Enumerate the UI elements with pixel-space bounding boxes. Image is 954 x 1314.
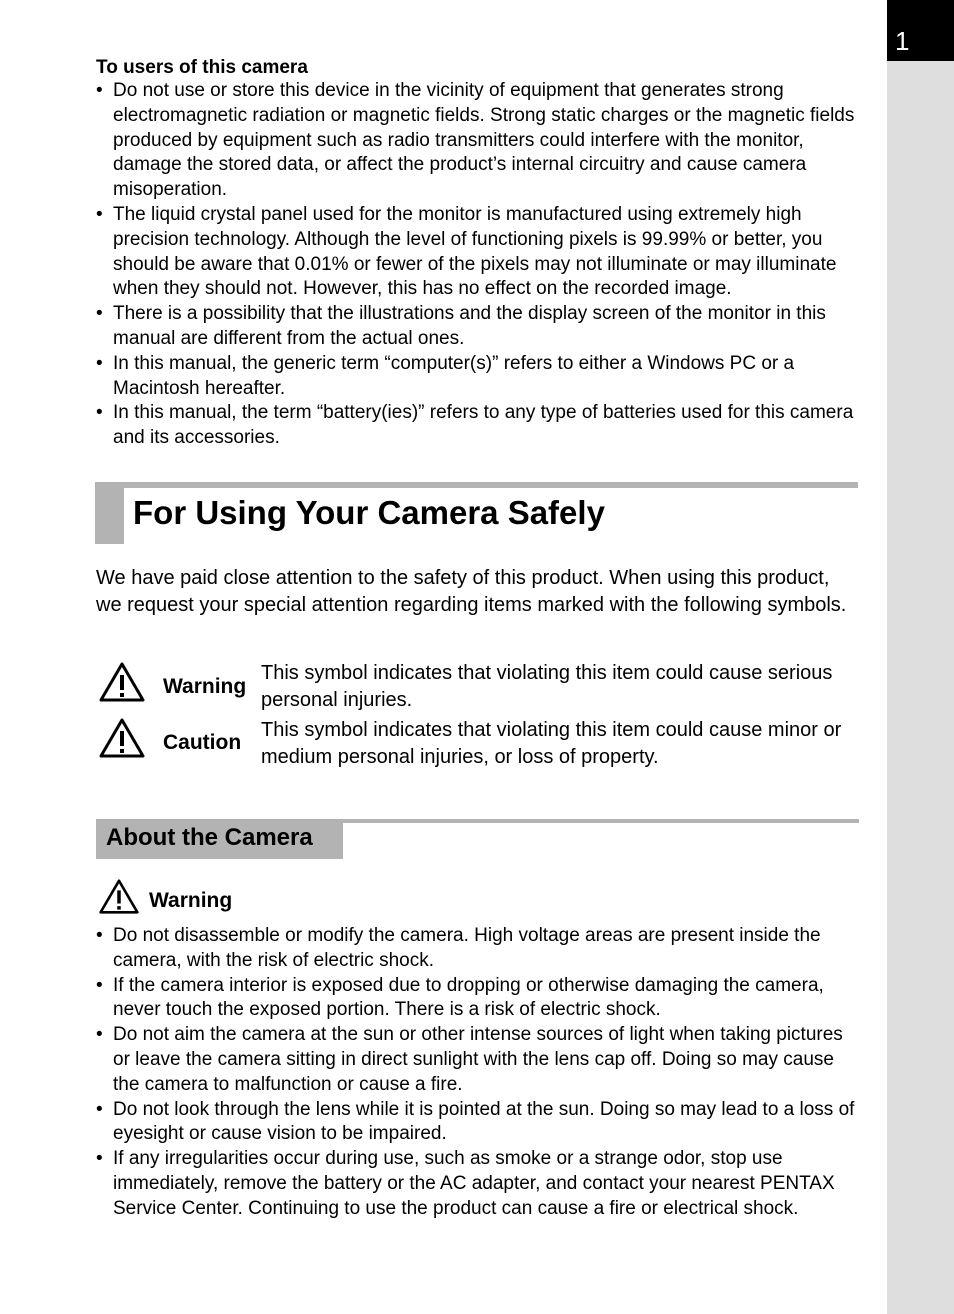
intro-title: To users of this camera (96, 57, 308, 78)
warning-symbol-label: Warning (163, 675, 247, 698)
list-item: • If any irregularities occur during use, such as smoke or a strange odor, stop use immediately, remove the battery or the AC adapter, and contact your nearest PENTAX Service Center. Continuing to use the product can cause a fire or electrical shock. (96, 1147, 858, 1221)
section-heading-marker (95, 482, 124, 544)
about-camera-warning-label: Warning (149, 889, 233, 912)
list-item: • If the camera interior is exposed due to dropping or otherwise damaging the camera, never touch the exposed portion. There is a risk of electric shock. (96, 974, 858, 1024)
list-item: • In this manual, the generic term “computer(s)” refers to either a Windows PC or a Macintosh hereafter. (96, 352, 858, 402)
list-item: • Do not aim the camera at the sun or other intense sources of light when taking pictures or leave the camera sitting in direct sunlight with the lens cap off. Doing so may cause the camera to malfunction or cause a fire. (96, 1023, 858, 1097)
about-camera-warning-list (96, 924, 858, 1222)
list-item: • The liquid crystal panel used for the monitor is manufactured using extremely high precision technology. Although the level of functioning pixels is 99.99% or better, you should be aware that 0.01% or fewer of the pixels may not illuminate or may illuminate when they should not. However, this has no effect on the recorded image. (96, 203, 858, 302)
caution-symbol-description: This symbol indicates that violating this item could cause minor or medium personal injuries, or loss of property. (261, 719, 842, 768)
section-heading: For Using Your Camera Safely (133, 494, 605, 531)
list-item: • There is a possibility that the illustrations and the display screen of the monitor in this manual are different from the actual ones. (96, 302, 858, 352)
subsection-heading: About the Camera (106, 824, 313, 851)
section-heading-rule (96, 482, 858, 488)
side-margin-strip (887, 0, 954, 1314)
safety-intro-paragraph: We have paid close attention to the safety of this product. When using this product, we request your special attention regarding items marked with the following symbols. (96, 567, 847, 616)
warning-symbol-description: This symbol indicates that violating this item could cause serious personal injuries. (261, 662, 833, 711)
caution-symbol-label: Caution (163, 731, 242, 754)
list-item: • In this manual, the term “battery(ies)” refers to any type of batteries used for this camera and its accessories. (96, 401, 858, 451)
intro-list (96, 79, 858, 451)
warning-triangle-icon (98, 878, 140, 915)
list-item: • Do not use or store this device in the vicinity of equipment that generates strong electromagnetic radiation or magnetic fields. Strong static charges or the magnetic fields produced by equipment such as radio transmitters could interfere with the monitor, damage the stored data, or affect the product’s internal circuitry and cause camera misoperation. (96, 79, 858, 203)
warning-triangle-icon (98, 661, 146, 703)
list-item: • Do not disassemble or modify the camera. High voltage areas are present inside the camera, with the risk of electric shock. (96, 924, 858, 974)
caution-triangle-icon (98, 717, 146, 759)
list-item: • Do not look through the lens while it is pointed at the sun. Doing so may lead to a loss of eyesight or cause vision to be impaired. (96, 1098, 858, 1148)
page-number: 1 (895, 26, 910, 56)
